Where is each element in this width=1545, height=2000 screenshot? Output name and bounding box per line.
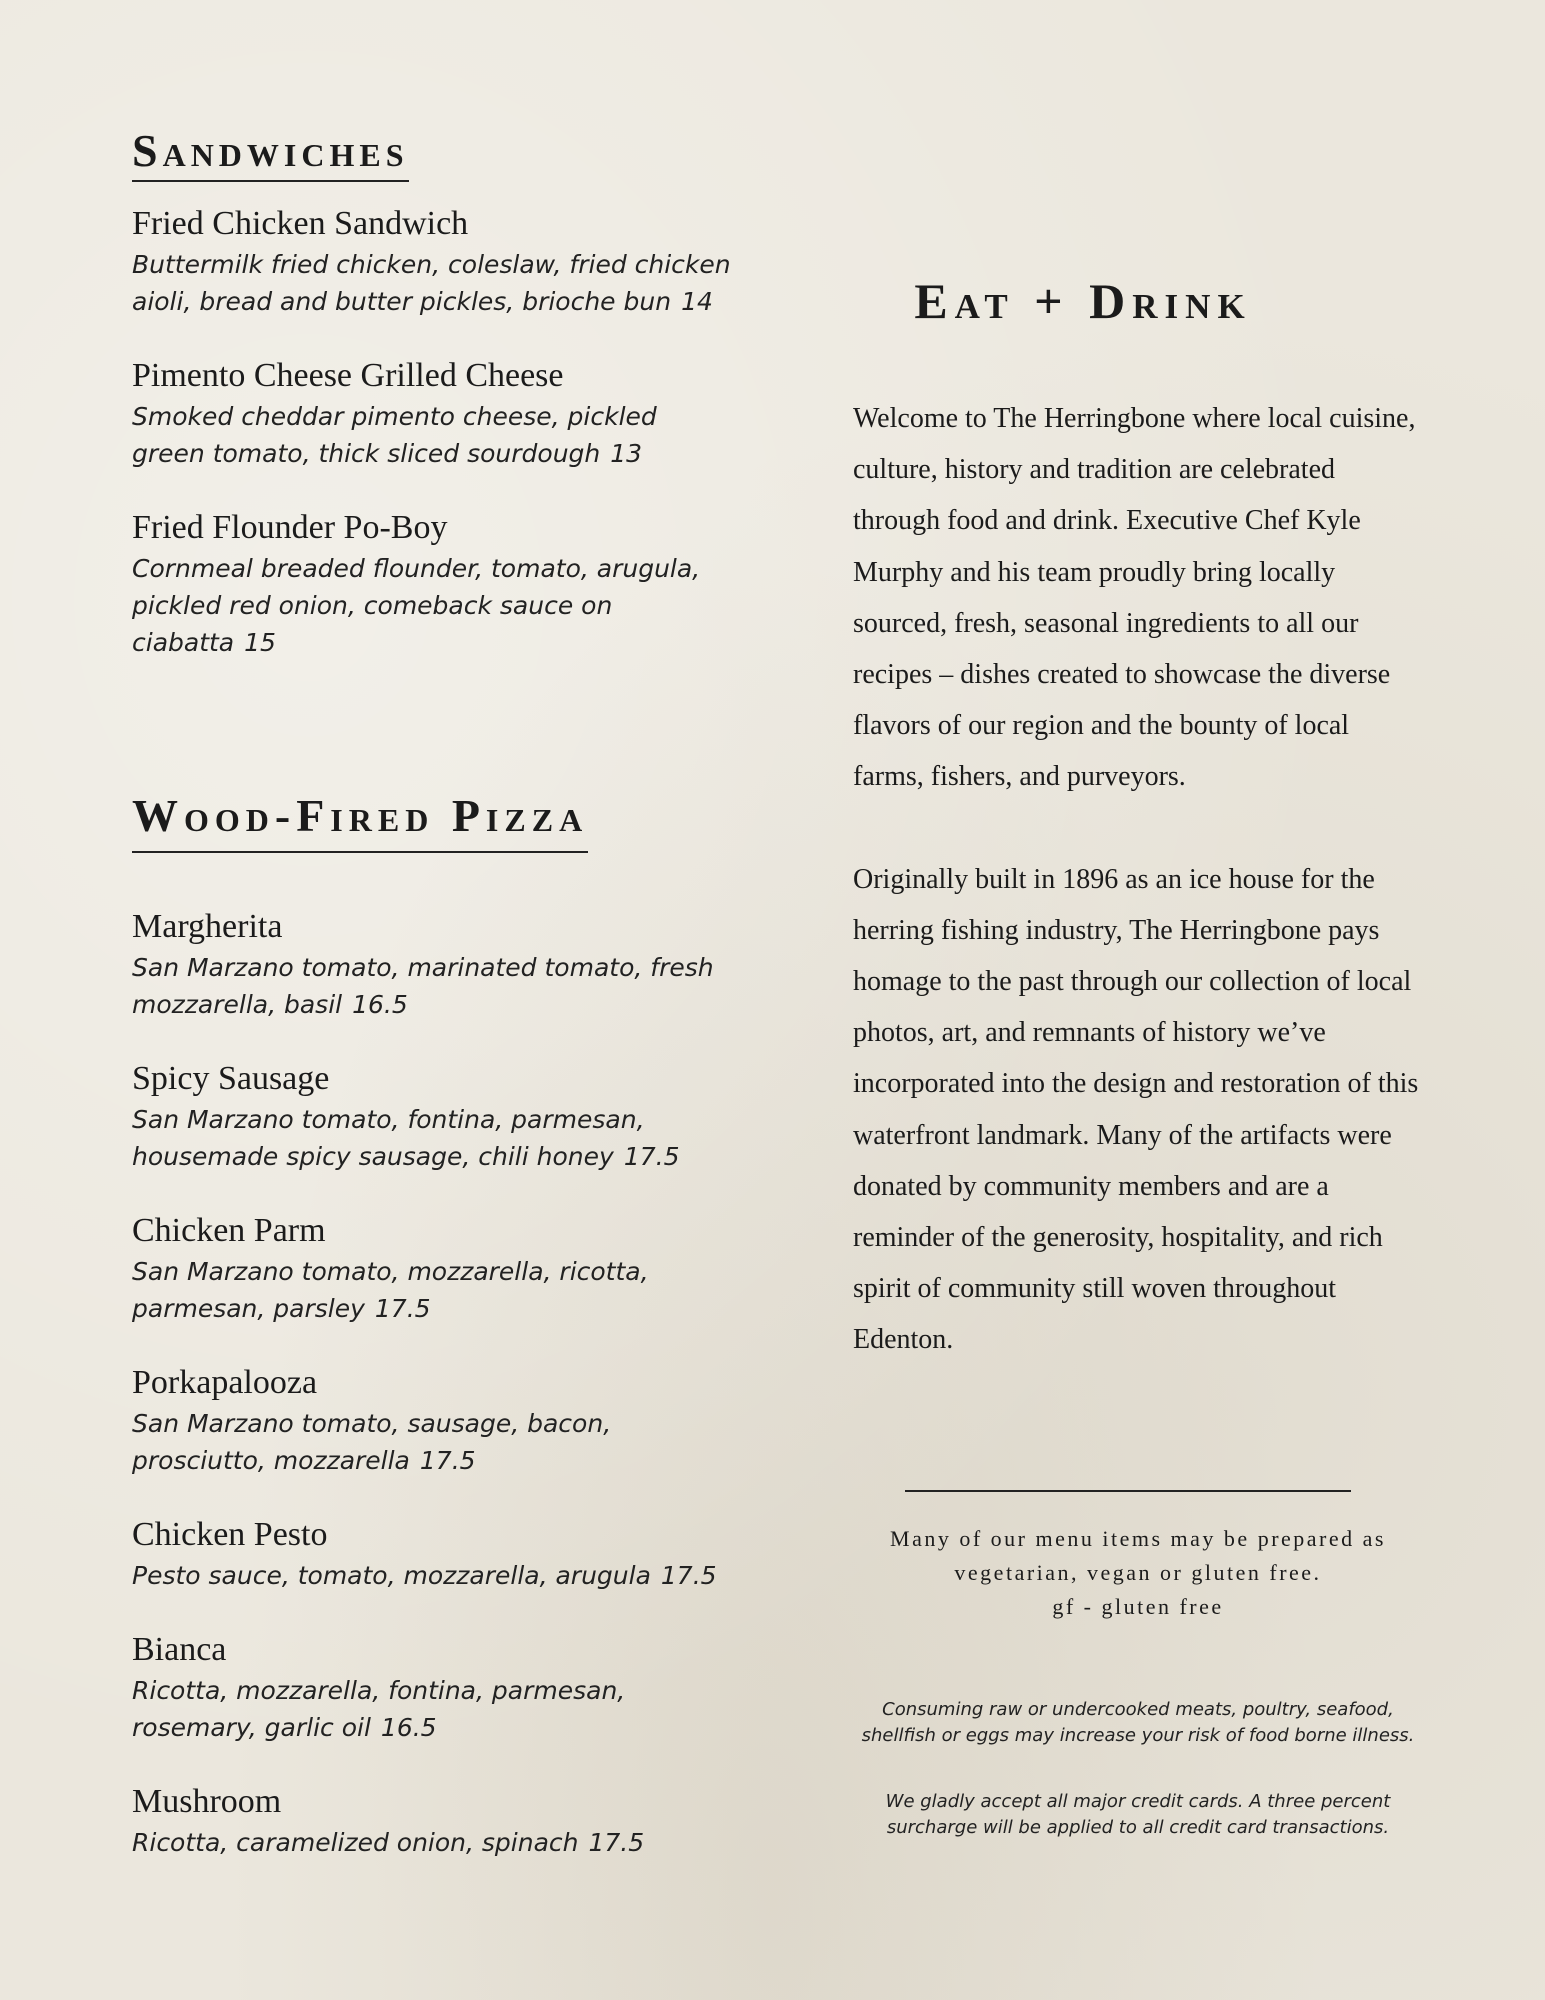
menu-item-description: Smoked cheddar pimento cheese, pickled green tomato, thick sliced sourdough bbox=[132, 402, 657, 468]
about-paragraph-history: Originally built in 1896 as an ice house for the herring fishing industry, The Herringbone pays homage to the past through our collection of local photos, art, and remnants of history we’ve incorporated into the design and restoration of this waterfront landmark. Many of the artifacts were donated by community members and are a reminder of the generosity, hospitality, and rich spirit of community still woven throughout Edenton. bbox=[853, 863, 1419, 1356]
menu-item-price: 17.5 bbox=[623, 1142, 680, 1171]
menu-item-chicken-parm bbox=[132, 1211, 732, 1327]
menu-item-description: Buttermilk fried chicken, coleslaw, fried chicken aioli, bread and butter pickles, brioche bun bbox=[132, 250, 731, 316]
menu-item-price: 14 bbox=[681, 287, 713, 316]
menu-item-price: 15 bbox=[244, 628, 276, 657]
menu-item-fried-flounder-po-boy bbox=[132, 508, 732, 661]
menu-item-description: Ricotta, caramelized onion, spinach bbox=[132, 1828, 579, 1857]
menu-item-fried-chicken-sandwich bbox=[132, 204, 732, 320]
menu-item-spicy-sausage bbox=[132, 1059, 732, 1175]
menu-item-price: 17.5 bbox=[660, 1561, 717, 1590]
dietary-note-line: vegetarian, vegan or gluten free. bbox=[954, 1560, 1322, 1585]
menu-item-margherita bbox=[132, 907, 732, 1023]
menu-item-name: Margherita bbox=[132, 908, 283, 945]
dietary-note-line: Many of our menu items may be prepared as bbox=[890, 1526, 1386, 1551]
about-text bbox=[853, 393, 1423, 1366]
menu-item-description: San Marzano tomato, sausage, bacon, prosciutto, mozzarella bbox=[132, 1409, 612, 1475]
menu-left-column bbox=[132, 125, 732, 1897]
menu-item-price: 17.5 bbox=[419, 1446, 476, 1475]
menu-item-price: 17.5 bbox=[374, 1294, 431, 1323]
menu-item-name: Fried Chicken Sandwich bbox=[132, 205, 469, 242]
sandwiches-heading: Sandwiches bbox=[132, 128, 409, 182]
dietary-note bbox=[853, 1522, 1423, 1624]
menu-item-description: San Marzano tomato, marinated tomato, fresh mozzarella, basil bbox=[132, 953, 714, 1019]
menu-item-description: San Marzano tomato, fontina, parmesan, housemade spicy sausage, chili honey bbox=[132, 1105, 645, 1171]
section-divider bbox=[905, 1490, 1351, 1492]
menu-item-mushroom bbox=[132, 1782, 732, 1861]
gluten-free-legend: gf - gluten free bbox=[1052, 1594, 1224, 1619]
eat-drink-title: Eat + Drink bbox=[914, 273, 1252, 329]
menu-item-price: 13 bbox=[610, 439, 643, 468]
menu-item-description: San Marzano tomato, mozzarella, ricotta, parmesan, parsley bbox=[132, 1257, 649, 1323]
menu-item-name: Porkapalooza bbox=[132, 1364, 318, 1401]
about-paragraph-welcome: Welcome to The Herringbone where local cuisine, culture, history and tradition are celebrated through food and drink. Executive Chef Kyle Murphy and his team proudly bring locally sourced, fresh, seasonal ingredients to all our recipes – dishes created to showcase the diverse flavors of our region and the bounty of local farms, fishers, and purveyors. bbox=[853, 403, 1416, 793]
menu-item-name: Pimento Cheese Grilled Cheese bbox=[132, 357, 564, 394]
menu-item-pimento-cheese-grilled-cheese bbox=[132, 356, 732, 472]
menu-item-name: Mushroom bbox=[132, 1783, 282, 1820]
credit-card-notice: We gladly accept all major credit cards. A three percent surcharge will be applied to all credit card transactions. bbox=[885, 1791, 1391, 1838]
menu-item-price: 16.5 bbox=[352, 990, 408, 1019]
wood-fired-pizza-heading: Wood-Fired Pizza bbox=[132, 793, 588, 853]
sandwiches-list bbox=[132, 204, 732, 661]
menu-item-chicken-pesto bbox=[132, 1515, 732, 1594]
raw-food-warning: Consuming raw or undercooked meats, poultry, seafood, shellfish or eggs may increase your risk of food borne illness. bbox=[861, 1699, 1415, 1746]
menu-item-bianca bbox=[132, 1630, 732, 1746]
menu-item-porkapalooza bbox=[132, 1363, 732, 1479]
menu-item-name: Chicken Parm bbox=[132, 1212, 326, 1249]
menu-item-price: 16.5 bbox=[380, 1713, 437, 1742]
menu-item-name: Spicy Sausage bbox=[132, 1060, 330, 1097]
menu-item-description: Cornmeal breaded flounder, tomato, arugula, pickled red onion, comeback sauce on ciabatta bbox=[132, 554, 701, 657]
pizza-list bbox=[132, 907, 732, 1861]
menu-item-name: Bianca bbox=[132, 1631, 227, 1668]
menu-item-description: Ricotta, mozzarella, fontina, parmesan, rosemary, garlic oil bbox=[132, 1676, 626, 1742]
menu-item-name: Fried Flounder Po-Boy bbox=[132, 509, 448, 546]
menu-item-price: 17.5 bbox=[588, 1828, 645, 1857]
menu-item-name: Chicken Pesto bbox=[132, 1516, 328, 1553]
menu-item-description: Pesto sauce, tomato, mozzarella, arugula bbox=[132, 1561, 651, 1590]
